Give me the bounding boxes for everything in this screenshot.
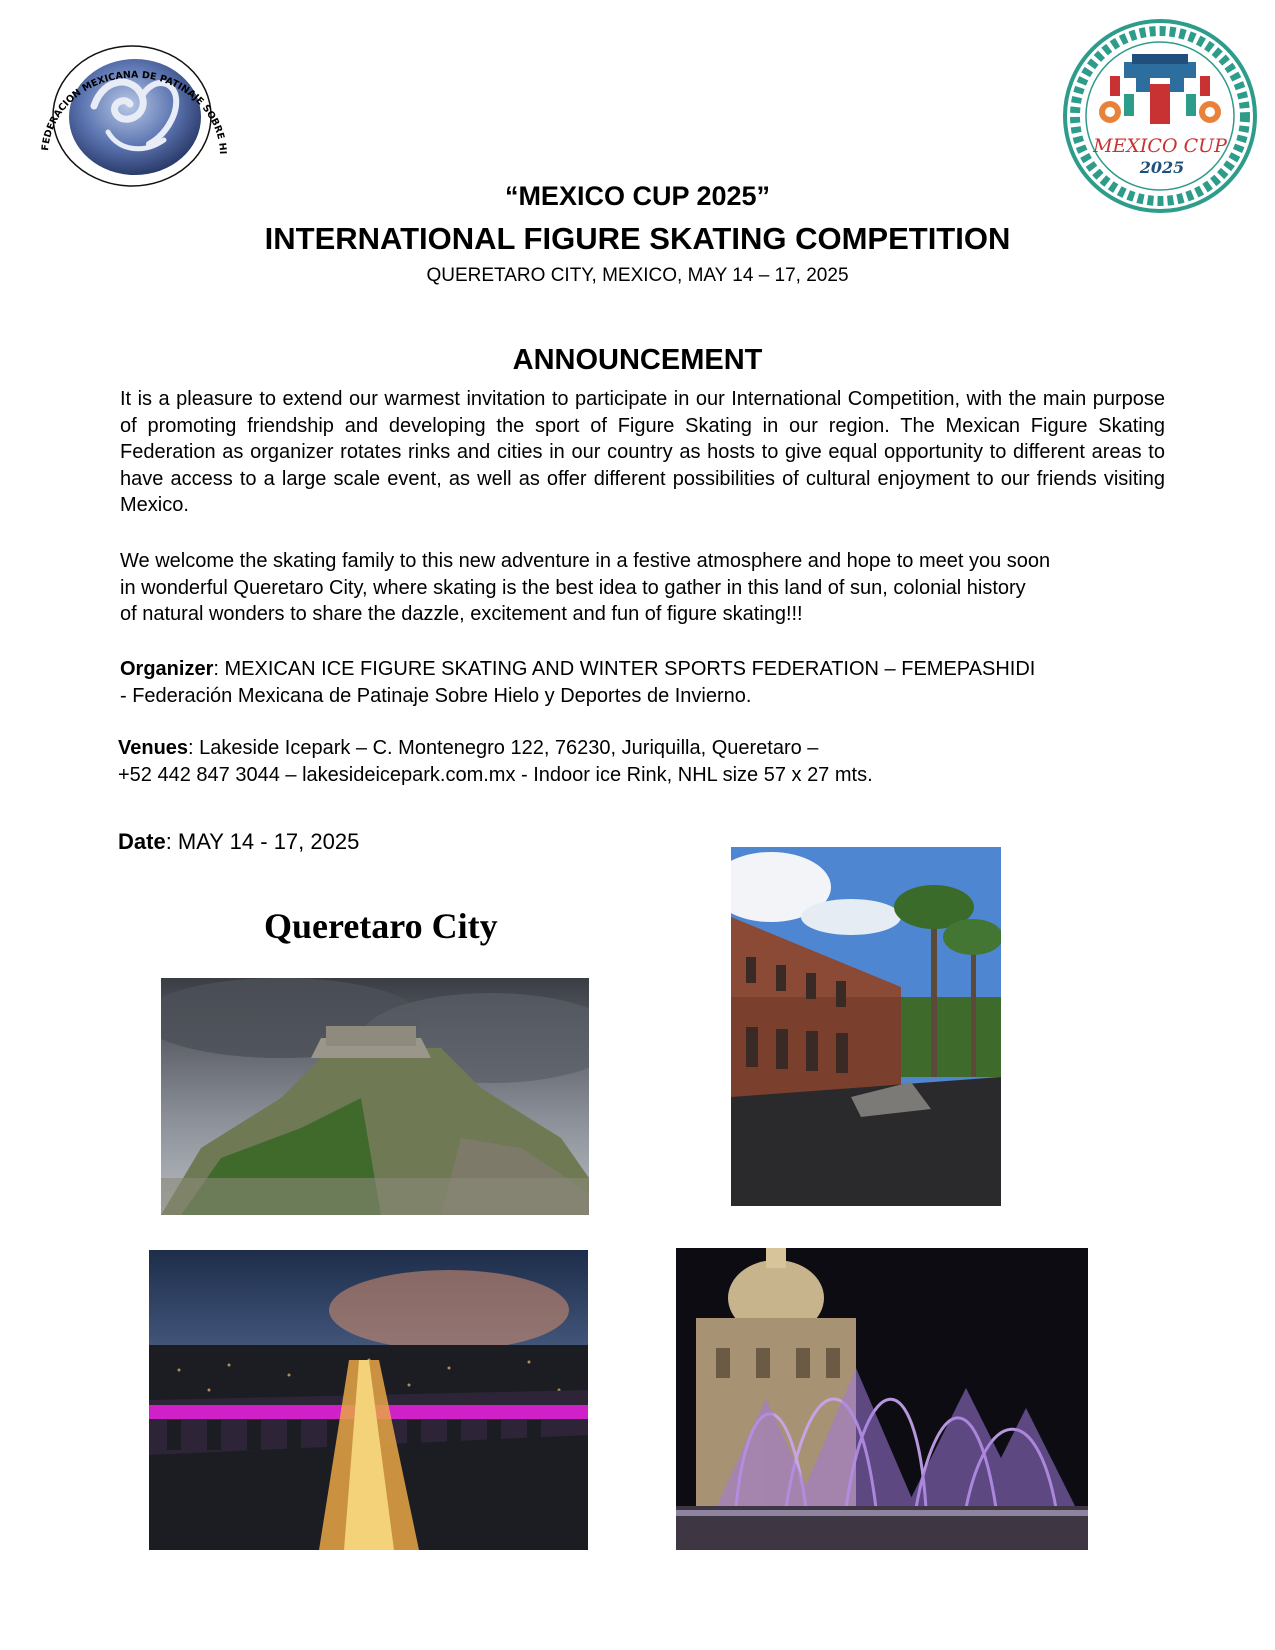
venue-contact: +52 442 847 3044 – lakesideicepark.com.mx - Indoor ice Rink, NHL size 57 x 27 mts. bbox=[118, 763, 873, 786]
welcome-line: in wonderful Queretaro City, where skating is the best idea to gather in this land of sun, colonial history bbox=[120, 576, 1026, 599]
announcement-heading: ANNOUNCEMENT bbox=[512, 344, 763, 376]
svg-text:FEDERACION MEXICANA DE PATINAJ: FEDERACION MEXICANA DE PATINAJE SOBRE HI bbox=[40, 69, 229, 155]
venues-section bbox=[118, 735, 1168, 788]
organizer-name: : MEXICAN ICE FIGURE SKATING AND WINTER SPORTS FEDERATION – FEMEPASHIDI bbox=[213, 658, 1036, 680]
date-value: : MAY 14 - 17, 2025 bbox=[165, 829, 360, 854]
event-name: “MEXICO CUP 2025” bbox=[504, 181, 771, 211]
federation-seal-icon bbox=[24, 36, 230, 194]
organizer-section bbox=[120, 656, 1170, 709]
pyramid-photo bbox=[161, 978, 589, 1215]
fountain-night-photo bbox=[676, 1248, 1088, 1550]
federation-logo bbox=[24, 36, 230, 194]
date-label: Date bbox=[118, 829, 166, 854]
welcome-line: of natural wonders to share the dazzle, excitement and fun of figure skating!!! bbox=[120, 603, 803, 625]
venues-label: Venues bbox=[118, 737, 189, 759]
organizer-label: Organizer bbox=[120, 658, 214, 680]
venue-address: : Lakeside Icepark – C. Montenegro 122, 76230, Juriquilla, Queretaro – bbox=[188, 737, 819, 759]
city-title: Queretaro City bbox=[264, 906, 498, 946]
welcome-line: We welcome the skating family to this new adventure in a festive atmosphere and hope to meet you soon bbox=[120, 550, 1051, 572]
date-section bbox=[118, 829, 359, 856]
organizer-spanish-name: - Federación Mexicana de Patinaje Sobre Hielo y Deportes de Invierno. bbox=[120, 684, 752, 707]
svg-text:2025: 2025 bbox=[1139, 158, 1185, 177]
location-dates: QUERETARO CITY, MEXICO, MAY 14 – 17, 2025 bbox=[426, 265, 849, 286]
svg-text:MEXICO CUP: MEXICO CUP bbox=[1093, 135, 1227, 157]
welcome-paragraph bbox=[120, 548, 1165, 628]
competition-title: INTERNATIONAL FIGURE SKATING COMPETITION bbox=[264, 221, 1011, 256]
aqueduct-night-photo bbox=[149, 1250, 588, 1550]
invitation-paragraph: It is a pleasure to extend our warmest invitation to participate in our International Competition, with the main purpose of promoting friendship and developing the sport of Figure Skating in our region. The Mexican Figure Skating Federation as organizer rotates rinks and cities in our country as hosts to give equal opportunity to different areas to have access to a large scale event, as well as offer different possibilities of cultural enjoyment to our friends visiting Mexico. bbox=[120, 388, 1165, 516]
venue-building-photo bbox=[731, 847, 1001, 1206]
